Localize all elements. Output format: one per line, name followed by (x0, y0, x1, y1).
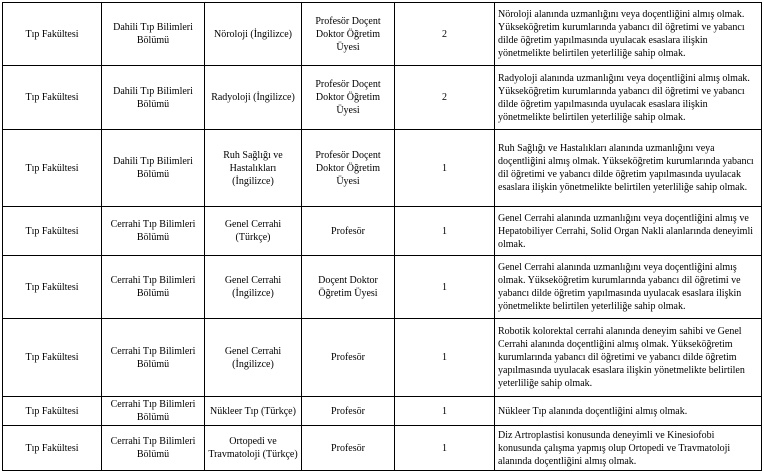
faculty-cell: Tıp Fakültesi (3, 256, 102, 319)
count-cell: 1 (395, 256, 495, 319)
table-row (3, 397, 762, 426)
program-cell: Nükleer Tıp (Türkçe) (205, 397, 302, 426)
document-page (2, 2, 761, 470)
requirement-cell: Robotik kolorektal cerrahi alanında deneyim sahibi ve Genel Cerrahi alanında doçentliğini almış olmak. Yükseköğretim kurumlarında yabancı dil öğretimi ve yabancı dilde öğretim yapılmasında uyulacak esaslara ilişkin yönetmelikte belirtilen yeterliliğe sahip olmak. (495, 319, 762, 397)
table-row (3, 319, 762, 397)
count-cell: 1 (395, 426, 495, 471)
requirement-cell: Ruh Sağlığı ve Hastalıkları alanında uzmanlığını veya doçentliğini almış olmak. Yükseköğretim kurumlarında yabancı dil öğretimi ve yabancı dilde öğretim yapılmasında uyulacak esaslara ilişkin yönetmelikte belirtilen yeterliliğe sahip olmak. (495, 130, 762, 207)
program-cell: Ortopedi ve Travmatoloji (Türkçe) (205, 426, 302, 471)
department-cell: Dahili Tıp Bilimleri Bölümü (102, 3, 205, 66)
faculty-cell: Tıp Fakültesi (3, 319, 102, 397)
table-row (3, 3, 762, 66)
positions-table (2, 2, 762, 471)
faculty-cell: Tıp Fakültesi (3, 3, 102, 66)
count-cell: 1 (395, 130, 495, 207)
program-cell: Ruh Sağlığı ve Hastalıkları (İngilizce) (205, 130, 302, 207)
requirement-cell: Radyoloji alanında uzmanlığını veya doçentliğini almış olmak. Yükseköğretim kurumlarında yabancı dil öğretimi ve yabancı dilde öğretim yapılmasında uyulacak esaslara ilişkin yönetmelikte belirtilen yeterliliğe sahip olmak. (495, 66, 762, 130)
table-row (3, 207, 762, 256)
requirement-cell: Genel Cerrahi alanında uzmanlığını veya doçentliğini almış olmak. Yükseköğretim kurumlarında yabancı dil öğretimi ve yabancı dilde öğretim yapılmasında uyulacak esaslara ilişkin yönetmelikte belirtilen yeterliliğe sahip olmak. (495, 256, 762, 319)
title-cell: Profesör Doçent Doktor Öğretim Üyesi (302, 3, 395, 66)
title-cell: Profesör (302, 426, 395, 471)
department-cell: Cerrahi Tıp Bilimleri Bölümü (102, 256, 205, 319)
faculty-cell: Tıp Fakültesi (3, 130, 102, 207)
requirement-cell: Nöroloji alanında uzmanlığını veya doçentliğini almış olmak. Yükseköğretim kurumlarında yabancı dil öğretimi ve yabancı dilde öğretim yapılmasında uyulacak esaslara ilişkin yönetmelikte belirtilen yeterliliğe sahip olmak. (495, 3, 762, 66)
positions-table-body (3, 3, 762, 471)
program-cell: Genel Cerrahi (Türkçe) (205, 207, 302, 256)
program-cell: Genel Cerrahi (İngilizce) (205, 319, 302, 397)
program-cell: Nöroloji (İngilizce) (205, 3, 302, 66)
table-row (3, 426, 762, 471)
requirement-cell: Genel Cerrahi alanında uzmanlığını veya doçentliğini almış ve Hepatobiliyer Cerrahi, Solid Organ Nakli alanlarında deneyimli olmak. (495, 207, 762, 256)
program-cell: Genel Cerrahi (İngilizce) (205, 256, 302, 319)
program-cell: Radyoloji (İngilizce) (205, 66, 302, 130)
table-row (3, 256, 762, 319)
title-cell: Profesör Doçent Doktor Öğretim Üyesi (302, 66, 395, 130)
department-cell: Dahili Tıp Bilimleri Bölümü (102, 130, 205, 207)
department-cell: Cerrahi Tıp Bilimleri Bölümü (102, 397, 205, 426)
title-cell: Profesör Doçent Doktor Öğretim Üyesi (302, 130, 395, 207)
count-cell: 1 (395, 207, 495, 256)
table-row (3, 130, 762, 207)
table-row (3, 66, 762, 130)
title-cell: Profesör (302, 397, 395, 426)
requirement-cell: Diz Artroplastisi konusunda deneyimli ve Kinesiofobi konusunda çalışma yapmış olup Ortopedi ve Travmatoloji alanında doçentliğini almış olmak. (495, 426, 762, 471)
department-cell: Cerrahi Tıp Bilimleri Bölümü (102, 207, 205, 256)
count-cell: 2 (395, 66, 495, 130)
title-cell: Profesör (302, 207, 395, 256)
faculty-cell: Tıp Fakültesi (3, 397, 102, 426)
count-cell: 1 (395, 397, 495, 426)
title-cell: Doçent Doktor Öğretim Üyesi (302, 256, 395, 319)
count-cell: 2 (395, 3, 495, 66)
department-cell: Cerrahi Tıp Bilimleri Bölümü (102, 319, 205, 397)
count-cell: 1 (395, 319, 495, 397)
department-cell: Dahili Tıp Bilimleri Bölümü (102, 66, 205, 130)
title-cell: Profesör (302, 319, 395, 397)
department-cell: Cerrahi Tıp Bilimleri Bölümü (102, 426, 205, 471)
faculty-cell: Tıp Fakültesi (3, 207, 102, 256)
faculty-cell: Tıp Fakültesi (3, 66, 102, 130)
faculty-cell: Tıp Fakültesi (3, 426, 102, 471)
requirement-cell: Nükleer Tıp alanında doçentliğini almış olmak. (495, 397, 762, 426)
